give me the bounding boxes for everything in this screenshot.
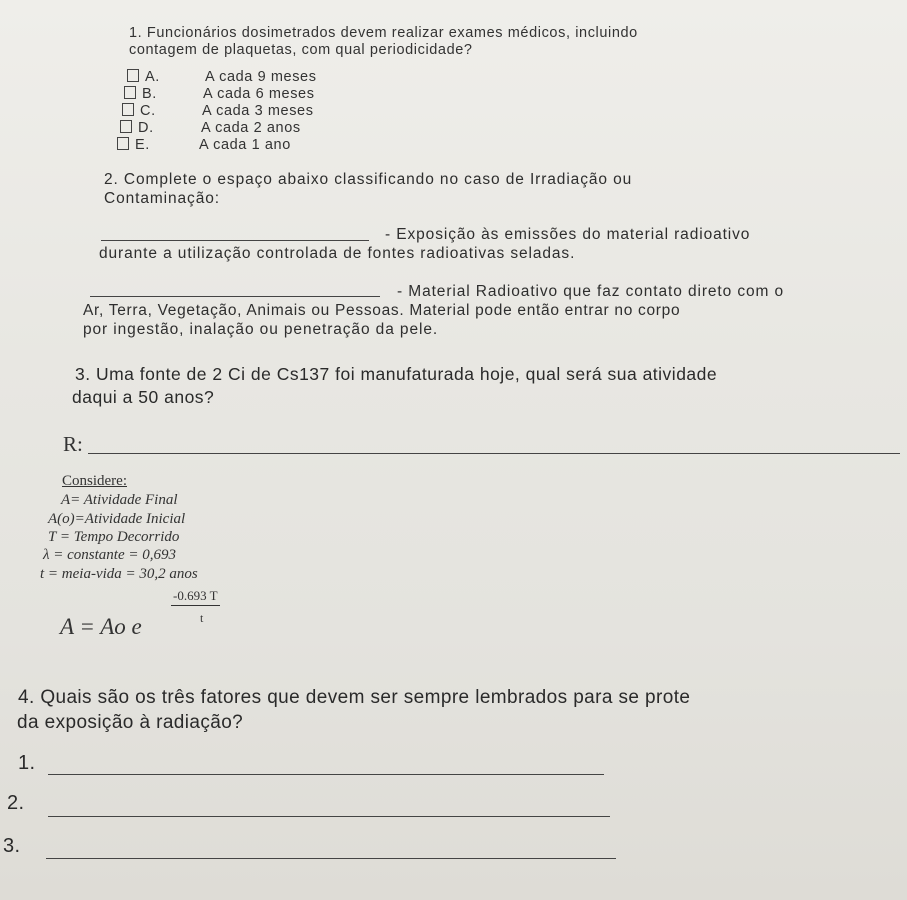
- checkbox-e[interactable]: [117, 137, 129, 150]
- q2-item2-line3: por ingestão, inalação ou penetração da pele.: [83, 321, 439, 338]
- option-text: A cada 2 anos: [201, 120, 301, 136]
- def-lambda: λ = constante = 0,693: [43, 547, 176, 563]
- option-letter: C.: [140, 103, 156, 119]
- q2-blank-1[interactable]: [101, 240, 369, 241]
- q2-item1-line1: - Exposição às emissões do material radioativo: [385, 226, 751, 243]
- answer-line[interactable]: [88, 453, 900, 454]
- q4-line1: 4. Quais são os três fatores que devem ser sempre lembrados para se prote: [18, 687, 691, 708]
- option-letter: A.: [145, 69, 160, 85]
- q2-item2-line1: - Material Radioativo que faz contato direto com o: [397, 283, 785, 300]
- q4-answer-2-line[interactable]: [48, 816, 610, 817]
- def-half-life: t = meia-vida = 30,2 anos: [40, 566, 198, 582]
- def-a: A= Atividade Final: [61, 492, 178, 508]
- option-letter: D.: [138, 120, 154, 136]
- q2-blank-2[interactable]: [90, 296, 380, 297]
- option-letter: B.: [142, 86, 157, 102]
- formula-base: A = Ao e: [60, 614, 142, 639]
- option-text: A cada 6 meses: [203, 86, 315, 102]
- q1-option-d[interactable]: [120, 120, 154, 136]
- q1-option-c[interactable]: [122, 103, 156, 119]
- formula-numerator: -0.693 T: [171, 588, 220, 606]
- def-ao: A(o)=Atividade Inicial: [48, 511, 186, 527]
- q3-line2: daqui a 50 anos?: [72, 387, 215, 407]
- formula-denominator: t: [200, 611, 204, 625]
- q4-answer-2-number: 2.: [7, 792, 25, 814]
- q4-line2: da exposição à radiação?: [17, 712, 244, 733]
- q4-answer-3-number: 3.: [3, 835, 21, 857]
- checkbox-d[interactable]: [120, 120, 132, 133]
- def-t: T = Tempo Decorrido: [48, 529, 180, 545]
- q1-option-e[interactable]: [117, 137, 150, 153]
- q1-line2: contagem de plaquetas, com qual periodicidade?: [129, 42, 473, 58]
- checkbox-c[interactable]: [122, 103, 134, 116]
- q2-item1-line2: durante a utilização controlada de fontes radioativas seladas.: [99, 245, 576, 262]
- q1-option-b[interactable]: [124, 86, 157, 102]
- q4-answer-1-number: 1.: [18, 752, 36, 774]
- option-text: A cada 1 ano: [199, 137, 291, 153]
- q2-line2: Contaminação:: [104, 190, 220, 207]
- checkbox-b[interactable]: [124, 86, 136, 99]
- checkbox-a[interactable]: [127, 69, 139, 82]
- q1-line1: 1. Funcionários dosimetrados devem realizar exames médicos, incluindo: [129, 25, 638, 41]
- q4-answer-1-line[interactable]: [48, 774, 604, 775]
- option-text: A cada 9 meses: [205, 69, 317, 85]
- q4-answer-3-line[interactable]: [46, 858, 616, 859]
- option-letter: E.: [135, 137, 150, 153]
- q3-line1: 3. Uma fonte de 2 Ci de Cs137 foi manufaturada hoje, qual será sua atividade: [75, 364, 718, 384]
- option-text: A cada 3 meses: [202, 103, 314, 119]
- q2-line1: 2. Complete o espaço abaixo classificando no caso de Irradiação ou: [104, 171, 633, 188]
- consider-heading: Considere:: [62, 473, 127, 489]
- q1-option-a[interactable]: [127, 69, 160, 85]
- q2-item2-line2: Ar, Terra, Vegetação, Animais ou Pessoas. Material pode então entrar no corpo: [83, 302, 681, 319]
- answer-label: R:: [63, 432, 83, 456]
